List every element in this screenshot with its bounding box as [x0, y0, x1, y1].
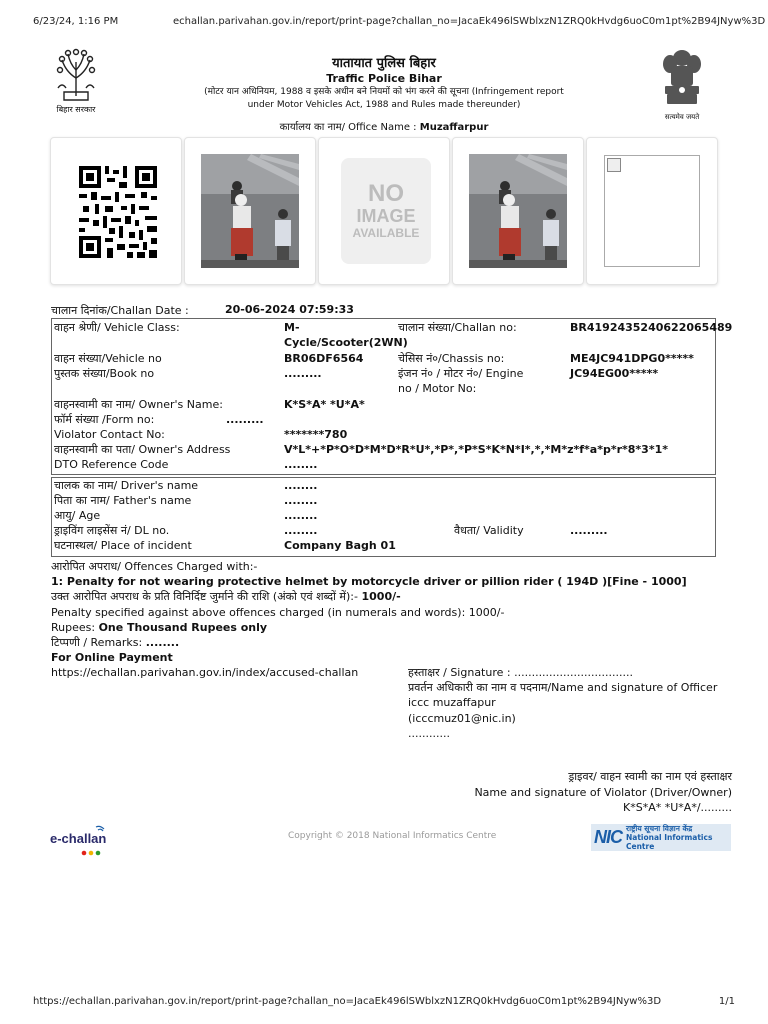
offences-section [51, 559, 728, 681]
engine-value: JC94EG00***** [570, 367, 659, 380]
rupees-label: Rupees: [51, 620, 96, 634]
qr-code-icon [79, 166, 157, 258]
challan-date-label: चालान दिनांक/Challan Date : [51, 304, 189, 317]
national-emblem [656, 46, 708, 122]
chassis-value: ME4JC941DPG0***** [570, 352, 694, 365]
father-name-label: पिता का नाम/ Father's name [54, 494, 192, 507]
owner-name-label: वाहनस्वामी का नाम/ Owner's Name: [54, 398, 223, 411]
nic-english-name: National Informatics Centre [626, 833, 713, 851]
bihar-emblem-caption: बिहार सरकार [56, 105, 96, 114]
print-footer [33, 996, 735, 1010]
broken-image-icon [607, 158, 621, 172]
rupees-line [51, 620, 728, 635]
officer-signature-block [408, 665, 717, 741]
dl-no-value: ........ [284, 524, 318, 537]
challan-date-value: 20-06-2024 07:59:33 [225, 303, 354, 316]
engine-label-2: no / Motor No: [398, 382, 477, 395]
no-image-text-1: NO [368, 180, 404, 207]
challan-date-line [51, 303, 354, 318]
evidence-photo-1 [201, 154, 299, 268]
nic-logo-mark: NIC [594, 827, 622, 847]
print-url: echallan.parivahan.gov.in/report/print-page?challan_no=JacaEk496lSWblxzN1ZRQ0kHvdg6uoC0m1pt%2B94JNyw%3D [173, 16, 766, 27]
title-english: Traffic Police Bihar [326, 72, 442, 85]
bodhi-tree-emblem-icon [54, 48, 98, 102]
owner-address-label: वाहनस्वामी का पता/ Owner's Address [54, 443, 231, 456]
form-no-value: ......... [226, 413, 264, 426]
vehicle-class-label: वाहन श्रेणी/ Vehicle Class: [54, 321, 180, 334]
rupees-value: One Thousand Rupees only [98, 620, 268, 634]
national-emblem-caption: सत्यमेव जयते [664, 113, 700, 121]
evidence-photo-card-1 [184, 137, 316, 285]
title-hindi: यातायात पुलिस बिहार [332, 56, 436, 71]
nic-logo-text [626, 824, 731, 851]
officer-name-label: प्रवर्तन अधिकारी का नाम व पदनाम/Name and signature of Officer [408, 681, 718, 695]
contact-value: *******780 [284, 428, 348, 441]
dto-label: DTO Reference Code [54, 458, 169, 471]
validity-value: ......... [570, 524, 608, 537]
bihar-emblem [50, 48, 102, 118]
office-value: Muzaffarpur [419, 122, 489, 133]
vehicle-no-value: BR06DF6564 [284, 352, 364, 365]
evidence-image-row [50, 137, 718, 285]
place-label: घटनास्थल/ Place of incident [54, 539, 192, 552]
nic-hindi-name: राष्ट्रीय सूचना विज्ञान केंद्र [626, 824, 693, 833]
echallan-logo [48, 823, 112, 857]
violator-name: K*S*A* *U*A*/......... [623, 801, 732, 814]
fine-amount-line [51, 589, 728, 604]
challan-no-label: चालान संख्या/Challan no: [398, 321, 517, 334]
subtitle-line-2: under Motor Vehicles Act, 1988 and Rules made thereunder) [247, 100, 521, 110]
subtitle-line-1: (मोटर यान अधिनियम, 1988 व इसके अधीन बने नियमों को भंग करने की सूचना (Infringement report [204, 87, 564, 97]
violator-line-english: Name and signature of Violator (Driver/Owner) [474, 785, 732, 799]
validity-label: वैधता/ Validity [454, 524, 524, 537]
dto-value: ........ [284, 458, 318, 471]
form-no-label: फॉर्म संख्या /Form no: [54, 413, 155, 426]
place-value: Company Bagh 01 [284, 539, 396, 552]
evidence-photo-2 [469, 154, 567, 268]
offences-heading: आरोपित अपराध/ Offences Charged with:- [51, 560, 258, 573]
owner-address-value: V*L*+*P*O*D*M*D*R*U*,*P*,*P*S*K*N*I*,*,*M*z*f*a*p*r*8*3*1* [284, 443, 668, 456]
driver-details-box [51, 477, 716, 557]
age-label: आयु/ Age [54, 509, 101, 522]
ashoka-lion-emblem-icon [659, 46, 705, 108]
vehicle-class-value-2: Cycle/Scooter(2WN) [284, 336, 408, 349]
nic-logo [591, 824, 731, 851]
online-payment-heading: For Online Payment [51, 651, 173, 665]
signature-line: हस्ताक्षर / Signature : .................................. [408, 666, 633, 679]
violator-line-hindi: ड्राइवर/ वाहन स्वामी का नाम एवं हस्ताक्षर [568, 770, 732, 783]
contact-label: Violator Contact No: [54, 428, 165, 441]
print-header [33, 16, 766, 30]
report-title-block [180, 53, 588, 111]
age-value: ........ [284, 509, 318, 522]
vehicle-class-value-1: M- [284, 321, 300, 334]
remarks-line [51, 635, 728, 650]
evidence-photo-card-2 [452, 137, 584, 285]
office-name-line [0, 119, 768, 133]
print-footer-url: https://echallan.parivahan.gov.in/report/print-page?challan_no=JacaEk496lSWblxzN1ZRQ0kHvdg6uoC0m1pt%2B94JNyw%3D [33, 996, 662, 1007]
offence-item-1: 1: Penalty for not wearing protective helmet by motorcycle driver or pillion rider ( 194D )[Fine - 1000] [51, 575, 687, 589]
remarks-label: टिप्पणी / Remarks: [51, 636, 143, 650]
vehicle-details-box [51, 318, 733, 475]
chassis-label: चेसिस नं०/Chassis no: [398, 352, 505, 365]
book-no-label: पुस्तक संख्या/Book no [54, 367, 155, 380]
print-datetime: 6/23/24, 1:16 PM [33, 16, 119, 27]
vehicle-no-label: वाहन संख्या/Vehicle no [54, 352, 162, 365]
father-name-value: ........ [284, 494, 318, 507]
no-image-text-3: AVAILABLE [352, 226, 420, 240]
engine-label-1: इंजन नं० / मोटर नं०/ Engine [398, 367, 524, 380]
echallan-logo-text: e-challan [50, 831, 107, 846]
driver-name-label: चालक का नाम/ Driver's name [54, 479, 199, 492]
book-no-value: ......... [284, 367, 322, 380]
fine-label: उक्त आरोपित अपराध के प्रति विनिर्दिष्ट जुर्माने की राशि (अंको एवं शब्दों में):- [51, 590, 358, 604]
copyright-text: Copyright © 2018 National Informatics Centre [288, 831, 497, 841]
fine-value: 1000/- [361, 590, 401, 604]
no-image-card [318, 137, 450, 285]
no-image-text-2: IMAGE [356, 206, 416, 226]
penalty-line: Penalty specified against above offences charged (in numerals and words): 1000/- [51, 605, 505, 619]
violator-signature-block [474, 769, 732, 816]
no-image-placeholder [341, 158, 431, 264]
officer-email: (icccmuz01@nic.in) [408, 711, 516, 725]
office-label: कार्यालय का नाम/ Office Name : [279, 122, 417, 133]
driver-name-value: ........ [284, 479, 318, 492]
qr-card [50, 137, 182, 285]
officer-name: iccc muzaffapur [408, 696, 496, 710]
broken-image-card [586, 137, 718, 285]
officer-dots: ............ [408, 726, 450, 740]
remarks-value: ........ [145, 636, 180, 650]
broken-image-placeholder [604, 155, 700, 267]
challan-no-value: BR4192435240622065489 [570, 321, 733, 334]
owner-name-value: K*S*A* *U*A* [284, 398, 365, 411]
dl-no-label: ड्राइविंग लाइसेंस नं/ DL no. [54, 524, 170, 537]
page-number: 1/1 [718, 996, 735, 1007]
online-payment-url[interactable]: https://echallan.parivahan.gov.in/index/accused-challan [51, 666, 359, 680]
